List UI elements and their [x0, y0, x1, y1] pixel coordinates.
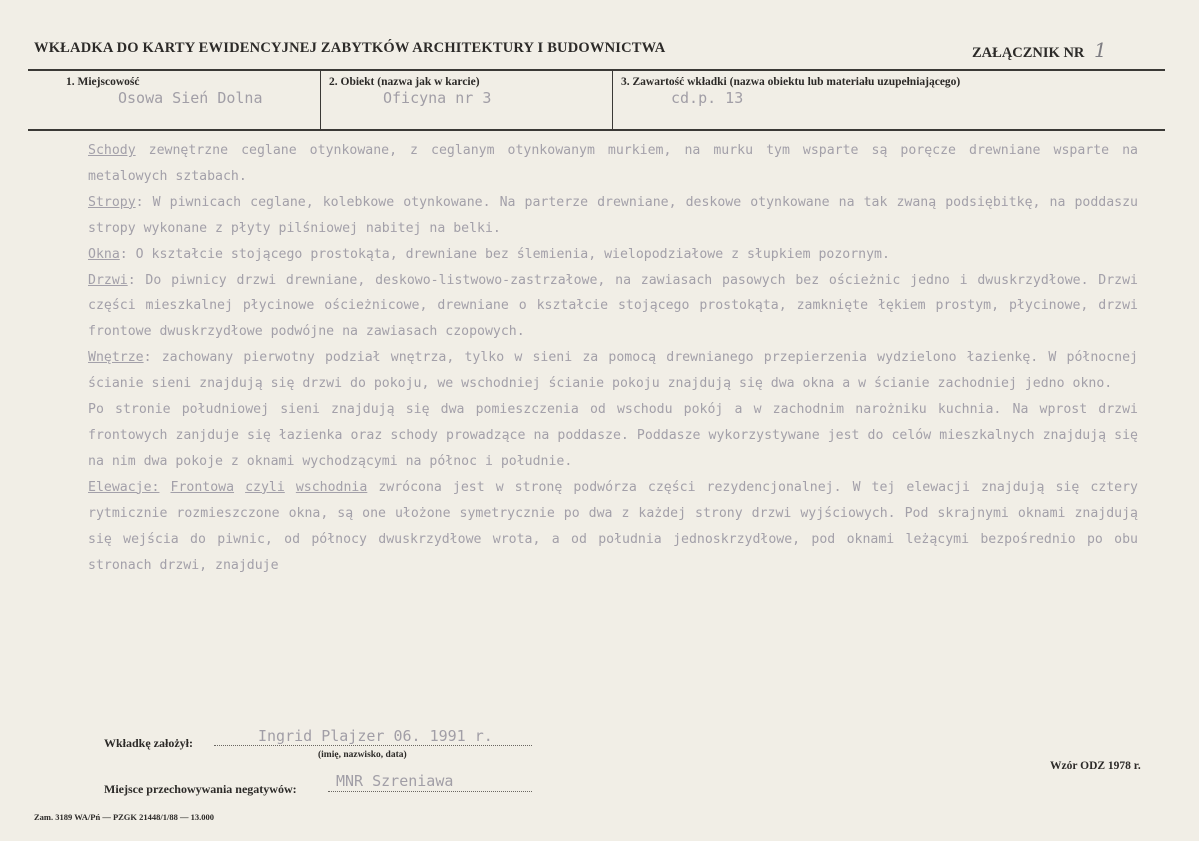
form-template: Wzór ODZ 1978 r. [1050, 760, 1141, 772]
founded-by-line [214, 745, 532, 746]
heading-that-is: czyli [245, 479, 285, 495]
object-cell [320, 71, 613, 129]
annex-label: ZAŁĄCZNIK NR [972, 45, 1085, 61]
paragraph-ceilings [88, 190, 1138, 242]
negatives-location-label: Miejsce przechowywania negatywów: [104, 782, 297, 796]
founded-by-value: Ingrid Plajzer 06. 1991 r. [258, 727, 493, 745]
document-title: WKŁADKA DO KARTY EWIDENCYJNEJ ZABYTKÓW ARCHITEKTURY I BUDOWNICTWA [34, 40, 666, 56]
object-value: Oficyna nr 3 [383, 89, 492, 107]
heading-stairs: Schody [88, 143, 136, 158]
text-windows: : O kształcie stojącego prostokąta, drewniane bez ślemienia, wielopodziałowe z słupkiem pozornym. [119, 246, 890, 262]
text-layout: Po stronie południowej sieni znajdują się dwa pomieszczenia od wschodu pokój a w zachodnim narożniku kuchnia. Na wprost drzwi frontowych zanjduje się łazienka oraz schody prowadzące na poddasze. Poddasze wykorzystywane jest do celów mieszkalnych znajdują się na nim dwa pokoje z oknami wychodzącymi na północ i południe. [88, 402, 1138, 469]
heading-east: wschodnia [295, 479, 368, 495]
heading-elevations: Elewacje: [88, 479, 160, 495]
text-doors: : Do piwnicy drzwi drewniane, deskowo-listwowo-zastrzałowe, na zawiasach pasowych bez ościeżnic jedno i dwuskrzydłowe. Drzwi części mieszkalnej płycinowe ościeżnicowe, drewniane o kształcie stojącego prostokąta, zamknięte łękiem prostym, płycinowe, drzwi frontowe dwuskrzydłowe podwójne na zawiasach czopowych. [88, 272, 1138, 340]
annex-number-block [972, 38, 1107, 62]
print-info: Zam. 3189 WA/Pń — PZGK 21448/1/88 — 13.000 [34, 812, 215, 822]
text-elevations: zwrócona jest w stronę podwórza części rezydencjonalnej. W tej elewacji znajdują się cztery rytmicznie rozmieszczone okna, są one ułożone symetrycznie po dwa z każdej strony drzwi wyjściowych. Pod skrajnymi oknami znajdują się wejścia do piwnic, od północy dwuskrzydłowe wrota, a od południa jednoskrzydłowe, pod oknami leżącymi bezpośrednio po obu stronach drzwi, znajduje [88, 479, 1138, 573]
negatives-location-value: MNR Szreniawa [336, 772, 454, 790]
heading-windows: Okna [88, 246, 120, 262]
founded-by-caption: (imię, nazwisko, data) [318, 750, 407, 760]
annex-number: 1 [1094, 38, 1107, 62]
header-fields-row [28, 69, 1165, 131]
text-interior: : zachowany pierwotny podział wnętrza, tylko w sieni za pomocą drewnianego przepierzenia wydzielono łazienkę. W północnej ścianie sieni znajdują się drzwi do pokoju, we wschodniej ścianie pokoju znajdują się dwa okna a w ścianie zachodniej jedno okno. [88, 350, 1138, 392]
object-label: 2. Obiekt (nazwa jak w karcie) [329, 76, 480, 88]
locality-label: 1. Miejscowość [66, 76, 140, 88]
heading-interior: Wnętrze [88, 350, 144, 366]
paragraph-stairs [88, 138, 1138, 190]
paragraph-windows [88, 242, 1138, 268]
paragraph-layout [88, 397, 1138, 475]
contents-cell [612, 71, 1166, 129]
founded-by-label: Wkładkę założył: [104, 736, 193, 750]
locality-value: Osowa Sień Dolna [118, 89, 263, 107]
contents-label: 3. Zawartość wkładki (nazwa obiektu lub materiału uzupełniającego) [621, 76, 961, 88]
heading-ceilings: Stropy [88, 194, 136, 210]
paragraph-interior [88, 345, 1138, 397]
text-ceilings: : W piwnicach ceglane, kolebkowe otynkowane. Na parterze drewniane, deskowe otynkowane na tak zwaną podsiębitkę, na poddaszu stropy wykonane z płyty pilśniowej nabitej na belki. [88, 194, 1138, 236]
paragraph-doors [88, 268, 1138, 346]
locality-cell [28, 71, 320, 129]
text-stairs: zewnętrzne ceglane otynkowane, z ceglanym otynkowanym murkiem, na murku tym wsparte są poręcze drewniane wsparte na metalowych sztabach. [88, 143, 1138, 184]
paragraph-elevations [88, 475, 1138, 579]
heading-doors: Drzwi [88, 272, 128, 288]
contents-value: cd.p. 13 [671, 89, 744, 107]
negatives-location-line [328, 791, 532, 792]
heading-front: Frontowa [170, 479, 235, 495]
description-text [88, 138, 1138, 578]
